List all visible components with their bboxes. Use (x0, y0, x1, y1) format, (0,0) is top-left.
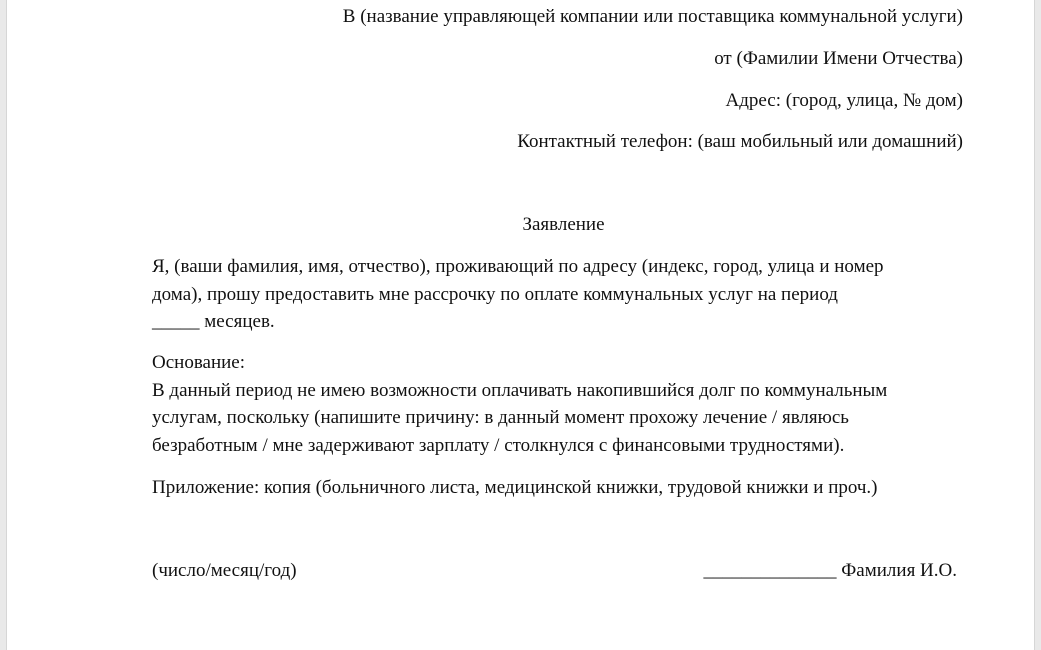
request-paragraph (152, 253, 982, 336)
request-line: Я, (ваши фамилия, имя, отчество), проживающий по адресу (индекс, город, улица и номер (152, 256, 884, 277)
document-page (6, 0, 1035, 650)
request-line: дома), прошу предоставить мне рассрочку по оплате коммунальных услуг на период (152, 283, 838, 305)
attachment-line: Приложение: копия (больничного листа, медицинской книжки, трудовой книжки и проч.) (152, 477, 878, 498)
basis-line: безработным / мне задерживают зарплату / столкнулся с финансовыми трудностями). (152, 434, 845, 456)
recipient-line: В (название управляющей компании или поставщика коммунальной услуги) (342, 6, 963, 27)
basis-paragraph (152, 349, 982, 459)
sender-line: от (Фамилии Имени Отчества) (714, 48, 963, 69)
document-title: Заявление (522, 214, 605, 235)
address-line: Адрес: (город, улица, № дом) (725, 90, 963, 111)
basis-line: услугам, поскольку (напишите причину: в данный момент прохожу лечение / являюсь (152, 407, 849, 428)
attachment-paragraph (152, 474, 982, 502)
basis-label: Основание: (152, 352, 246, 373)
basis-line: В данный период не имею возможности оплачивать накопившийся долг по коммунальным (152, 379, 888, 401)
request-line: _____ месяцев. (152, 311, 275, 332)
date-placeholder: (число/месяц/год) (152, 560, 297, 581)
signature-line: ______________ Фамилия И.О. (703, 560, 957, 581)
phone-line: Контактный телефон: (ваш мобильный или домашний) (517, 131, 963, 152)
